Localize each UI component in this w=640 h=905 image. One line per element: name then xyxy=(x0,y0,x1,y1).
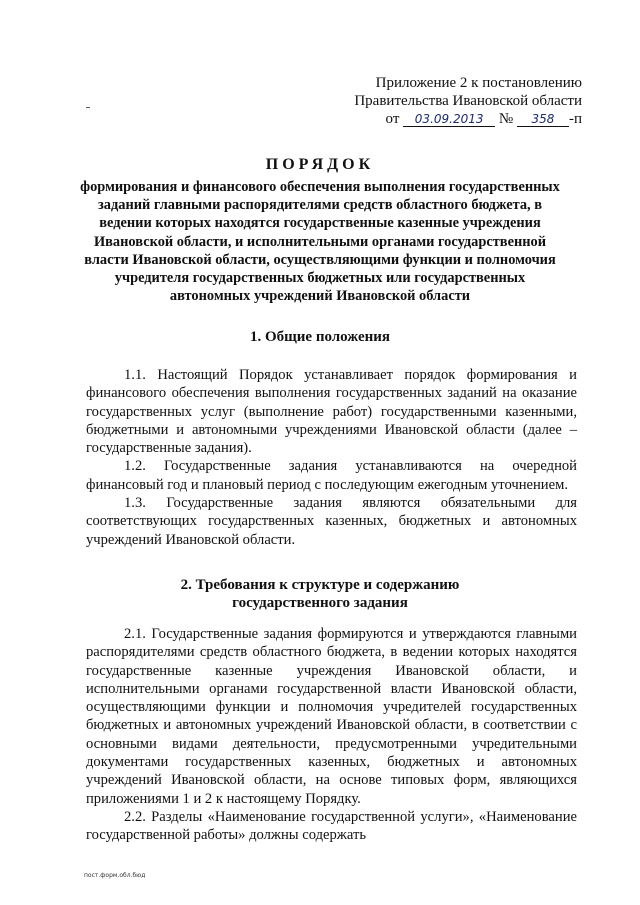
from-label: от xyxy=(385,111,400,127)
file-footer: пост.форм.обл.бюд xyxy=(84,872,146,879)
section-2-heading-line-1: 2. Требования к структуре и содержанию xyxy=(180,577,460,593)
attachment-line-3 xyxy=(320,110,582,128)
paragraph-1-3: 1.3. Государственные задания являются обязательными для соответствующих государственных казенных, бюджетных и автономных учреждений Ивановской области. xyxy=(86,495,577,548)
section-1-body xyxy=(86,366,577,549)
number-label: № xyxy=(498,111,514,127)
attachment-line-2: Правительства Ивановской области xyxy=(354,93,582,109)
margin-mark xyxy=(86,107,90,108)
section-2-heading-line-2: государственного задания xyxy=(232,595,408,612)
handwritten-date: 03.09.2013 xyxy=(403,112,495,127)
section-2-heading xyxy=(80,576,560,613)
paragraph-2-1: 2.1. Государственные задания формируются и утверждаются главными распорядителями средств областного бюджета, в ведении которых находятся государственные казенные учреждения Ивановской области, и исполнительными органами государственной власти Ивановской области, осуществляющими функции и полномочия учредителей государственных бюджетных и автономных учреждений Ивановской области, в соответствии с основными видами деятельности, предусмотренными учредительными документами государственных казенных, бюджетных и автономных учреждений Ивановской области, на основе типовых форм, являющихся приложениями 1 и 2 к настоящему Порядку. xyxy=(86,626,577,807)
attachment-line-1: Приложение 2 к постановлению xyxy=(375,75,582,91)
document-subtitle: формирования и финансового обеспечения выполнения государственных заданий главными распорядителями средств областного бюджета, в ведении которых находятся государственные казенные учреждения Ивановской области, и исполнительными органами государственной власти Ивановской области, осуществляющими функции и полномочия учредителя государственных бюджетных или государственных автономных учреждений Ивановской области xyxy=(80,179,560,305)
paragraph-1-2: 1.2. Государственные задания устанавливаются на очередной финансовый год и плановый период с последующим ежегодным уточнением. xyxy=(86,458,577,493)
document-title: ПОРЯДОК xyxy=(265,156,375,173)
paragraph-1-1: 1.1. Настоящий Порядок устанавливает порядок формирования и финансового обеспечения выполнения государственных заданий на оказание государственных услуг (выполнение работ) государственными казенными, бюджетными и автономными учреждениями Ивановской области (далее – государственные задания). xyxy=(86,367,577,457)
section-1-heading: 1. Общие положения xyxy=(249,329,391,345)
section-2-body xyxy=(86,625,577,845)
handwritten-number: 358 xyxy=(517,112,569,127)
attachment-block xyxy=(320,74,582,128)
paragraph-2-2: 2.2. Разделы «Наименование государственной услуги», «Наименование государственной работы» должны содержать xyxy=(86,808,577,844)
number-suffix: -п xyxy=(568,111,582,127)
